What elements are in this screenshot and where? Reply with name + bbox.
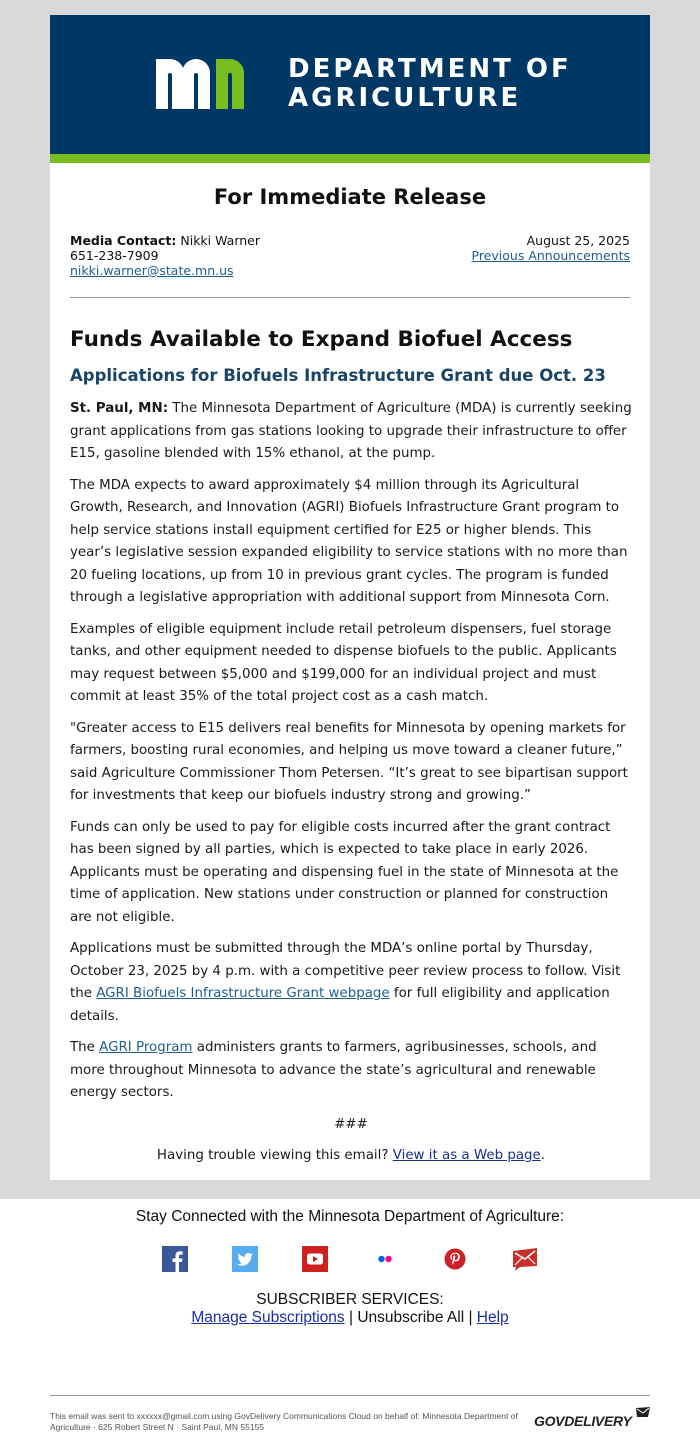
paragraph-1-text: The Minnesota Department of Agriculture (MDA) is currently seeking grant applications from gas stations looking to upgrade their infrastructure to offer E15, gasoline blended with 15% ethanol, at the pump. (70, 401, 632, 461)
paragraph-3: Examples of eligible equipment include retail petroleum dispensers, fuel storage tanks, and other equipment needed to dispense biofuels to the public. Applicants may request between $5,000 and $199,000 for an individual project and must commit at least 35% of the total project cost as a cash match. (70, 621, 617, 704)
paragraph-5: Funds can only be used to pay for eligible costs incurred after the grant contract has been signed by all parties, which is expected to take place in early 2026. Applicants must be operating and dispensing fuel in the state of Minnesota at the time of application. New stations under construction or planned for construction are not eligible. (70, 819, 619, 925)
footer-legal-text: This email was sent to xxxxxx@gmail.com using GovDelivery Communications Cloud on behalf of: Minnesota Department of Agriculture · 625 Robert Street N · Saint Paul, MN 55155 (50, 1411, 518, 1432)
trouble-viewing (70, 1145, 632, 1168)
govdelivery-logo: GOVDELIVERY (534, 1413, 632, 1429)
divider (70, 297, 630, 298)
view-web-page-link[interactable]: View it as a Web page (392, 1148, 541, 1163)
youtube-icon[interactable] (302, 1246, 328, 1272)
dateline: St. Paul, MN: (70, 401, 169, 416)
article-headline: Funds Available to Expand Biofuel Access (70, 327, 573, 352)
stay-connected-text: Stay Connected with the Minnesota Department of Agriculture: (135, 1208, 565, 1225)
email-card (50, 15, 650, 1180)
subscriber-links (0, 1309, 700, 1327)
footer-divider (50, 1395, 650, 1396)
media-contact (70, 233, 260, 278)
header-accent-bar (50, 154, 650, 163)
paragraph-1 (70, 398, 632, 466)
help-link[interactable]: Help (476, 1309, 509, 1326)
facebook-icon[interactable] (162, 1246, 188, 1272)
contact-name: Nikki Warner (176, 233, 261, 248)
manage-subscriptions-link[interactable]: Manage Subscriptions (191, 1309, 345, 1326)
department-line-1: DEPARTMENT OF (288, 54, 572, 84)
department-name (288, 55, 572, 113)
pinterest-icon[interactable] (442, 1246, 468, 1272)
trouble-text: Having trouble viewing this email? (156, 1148, 393, 1163)
email-icon[interactable] (512, 1246, 538, 1272)
separator: | (464, 1309, 477, 1326)
end-mark: ### (334, 1116, 368, 1132)
department-line-2: AGRICULTURE (288, 83, 522, 113)
agri-program-link[interactable]: AGRI Program (99, 1040, 193, 1055)
paragraph-6 (70, 938, 632, 1028)
header-banner (50, 15, 650, 154)
paragraph-2: The MDA expects to award approximately $4 million through its Agricultural Growth, Research, and Innovation (AGRI) Biofuels Infrastructure Grant program to help service stations install equipment certified for E25 or higher blends. This year’s legislative session expanded eligibility to service stations with no more than 20 fueling locations, up from 10 in previous grant cycles. The program is funded through a legislative appropriation with additional support from Minnesota Corn. (70, 477, 628, 605)
trouble-end: . (540, 1148, 546, 1163)
paragraph-6-tail: for full eligibility and application details. (70, 986, 610, 1024)
paragraph-4: "Greater access to E15 delivers real benefits for Minnesota by opening markets for farmers, boosting rural economies, and helping us move toward a cleaner future,” said Agriculture Commissioner Thom Petersen. “It’s great to see bipartisan support for investments that keep our biofuels industry strong and growing.” (70, 720, 628, 803)
paragraph-6-text: Applications must be submitted through the MDA’s online portal by Thursday, October 23, 2025 by 4 p.m. with a competitive peer review process to follow. Visit the (70, 941, 621, 1001)
release-date: August 25, 2025 (526, 233, 630, 248)
mn-logo (156, 59, 276, 109)
previous-announcements-link[interactable]: Previous Announcements (471, 248, 630, 263)
contact-label: Media Contact: (70, 233, 177, 248)
flickr-icon[interactable] (372, 1246, 398, 1272)
release-meta (472, 233, 630, 263)
release-title: For Immediate Release (213, 185, 487, 209)
contact-email-link[interactable]: nikki.warner@state.mn.us (70, 263, 234, 278)
paragraph-7-text: The (70, 1040, 100, 1055)
article-body (70, 398, 632, 1168)
twitter-icon[interactable] (232, 1246, 258, 1272)
envelope-icon (636, 1407, 650, 1418)
paragraph-7 (70, 1037, 632, 1105)
contact-phone: 651-238-7909 (70, 248, 159, 263)
paragraph-7-tail: administers grants to farmers, agribusinesses, schools, and more throughout Minnesota to advance the state’s agricultural and renewable energy sectors. (70, 1040, 597, 1100)
article-subheadline: Applications for Biofuels Infrastructure Grant due Oct. 23 (70, 366, 606, 385)
grant-webpage-link[interactable]: AGRI Biofuels Infrastructure Grant webpage (96, 986, 390, 1001)
separator: | (344, 1309, 358, 1326)
unsubscribe-all[interactable]: Unsubscribe All (357, 1309, 465, 1326)
subscriber-services-title: SUBSCRIBER SERVICES: (256, 1291, 444, 1308)
